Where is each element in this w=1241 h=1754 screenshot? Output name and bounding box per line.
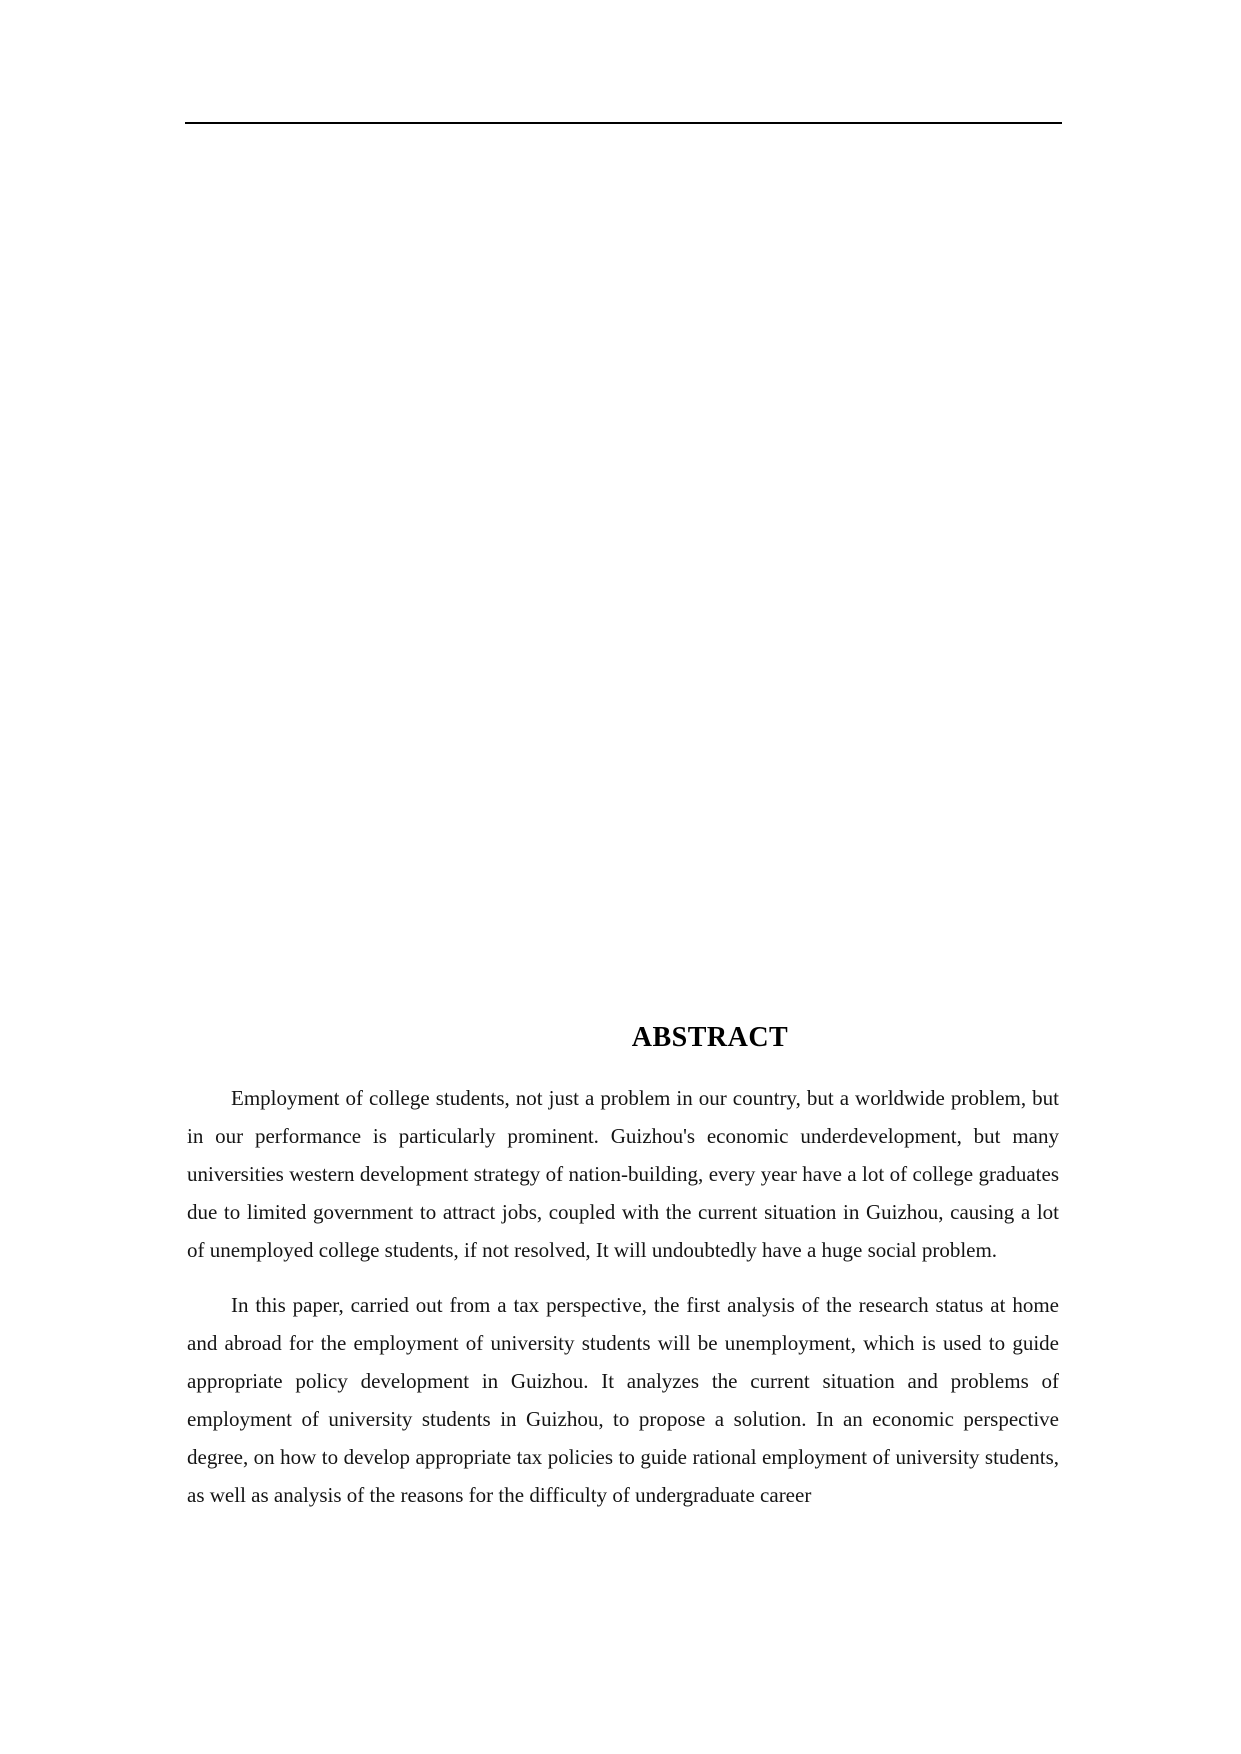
header-rule xyxy=(185,122,1062,124)
abstract-paragraph-2: In this paper, carried out from a tax perspective, the first analysis of the research status at home and abroad for the employment of university students will be unemployment, which is used to guide appropriate policy development in Guizhou. It analyzes the current situation and problems of employment of university students in Guizhou, to propose a solution. In an economic perspective degree, on how to develop appropriate tax policies to guide rational employment of university students, as well as analysis of the reasons for the difficulty of undergraduate career xyxy=(187,1293,1059,1507)
abstract-heading: ABSTRACT xyxy=(631,1022,789,1053)
abstract-paragraph-1: Employment of college students, not just a problem in our country, but a worldwide problem, but in our performance is particularly prominent. Guizhou's economic underdevelopment, but many universities western development strategy of nation-building, every year have a lot of college graduates due to limited government to attract jobs, coupled with the current situation in Guizhou, causing a lot of unemployed college students, if not resolved, It will undoubtedly have a huge social problem. xyxy=(187,1086,1059,1262)
abstract-body xyxy=(187,1079,1059,1514)
